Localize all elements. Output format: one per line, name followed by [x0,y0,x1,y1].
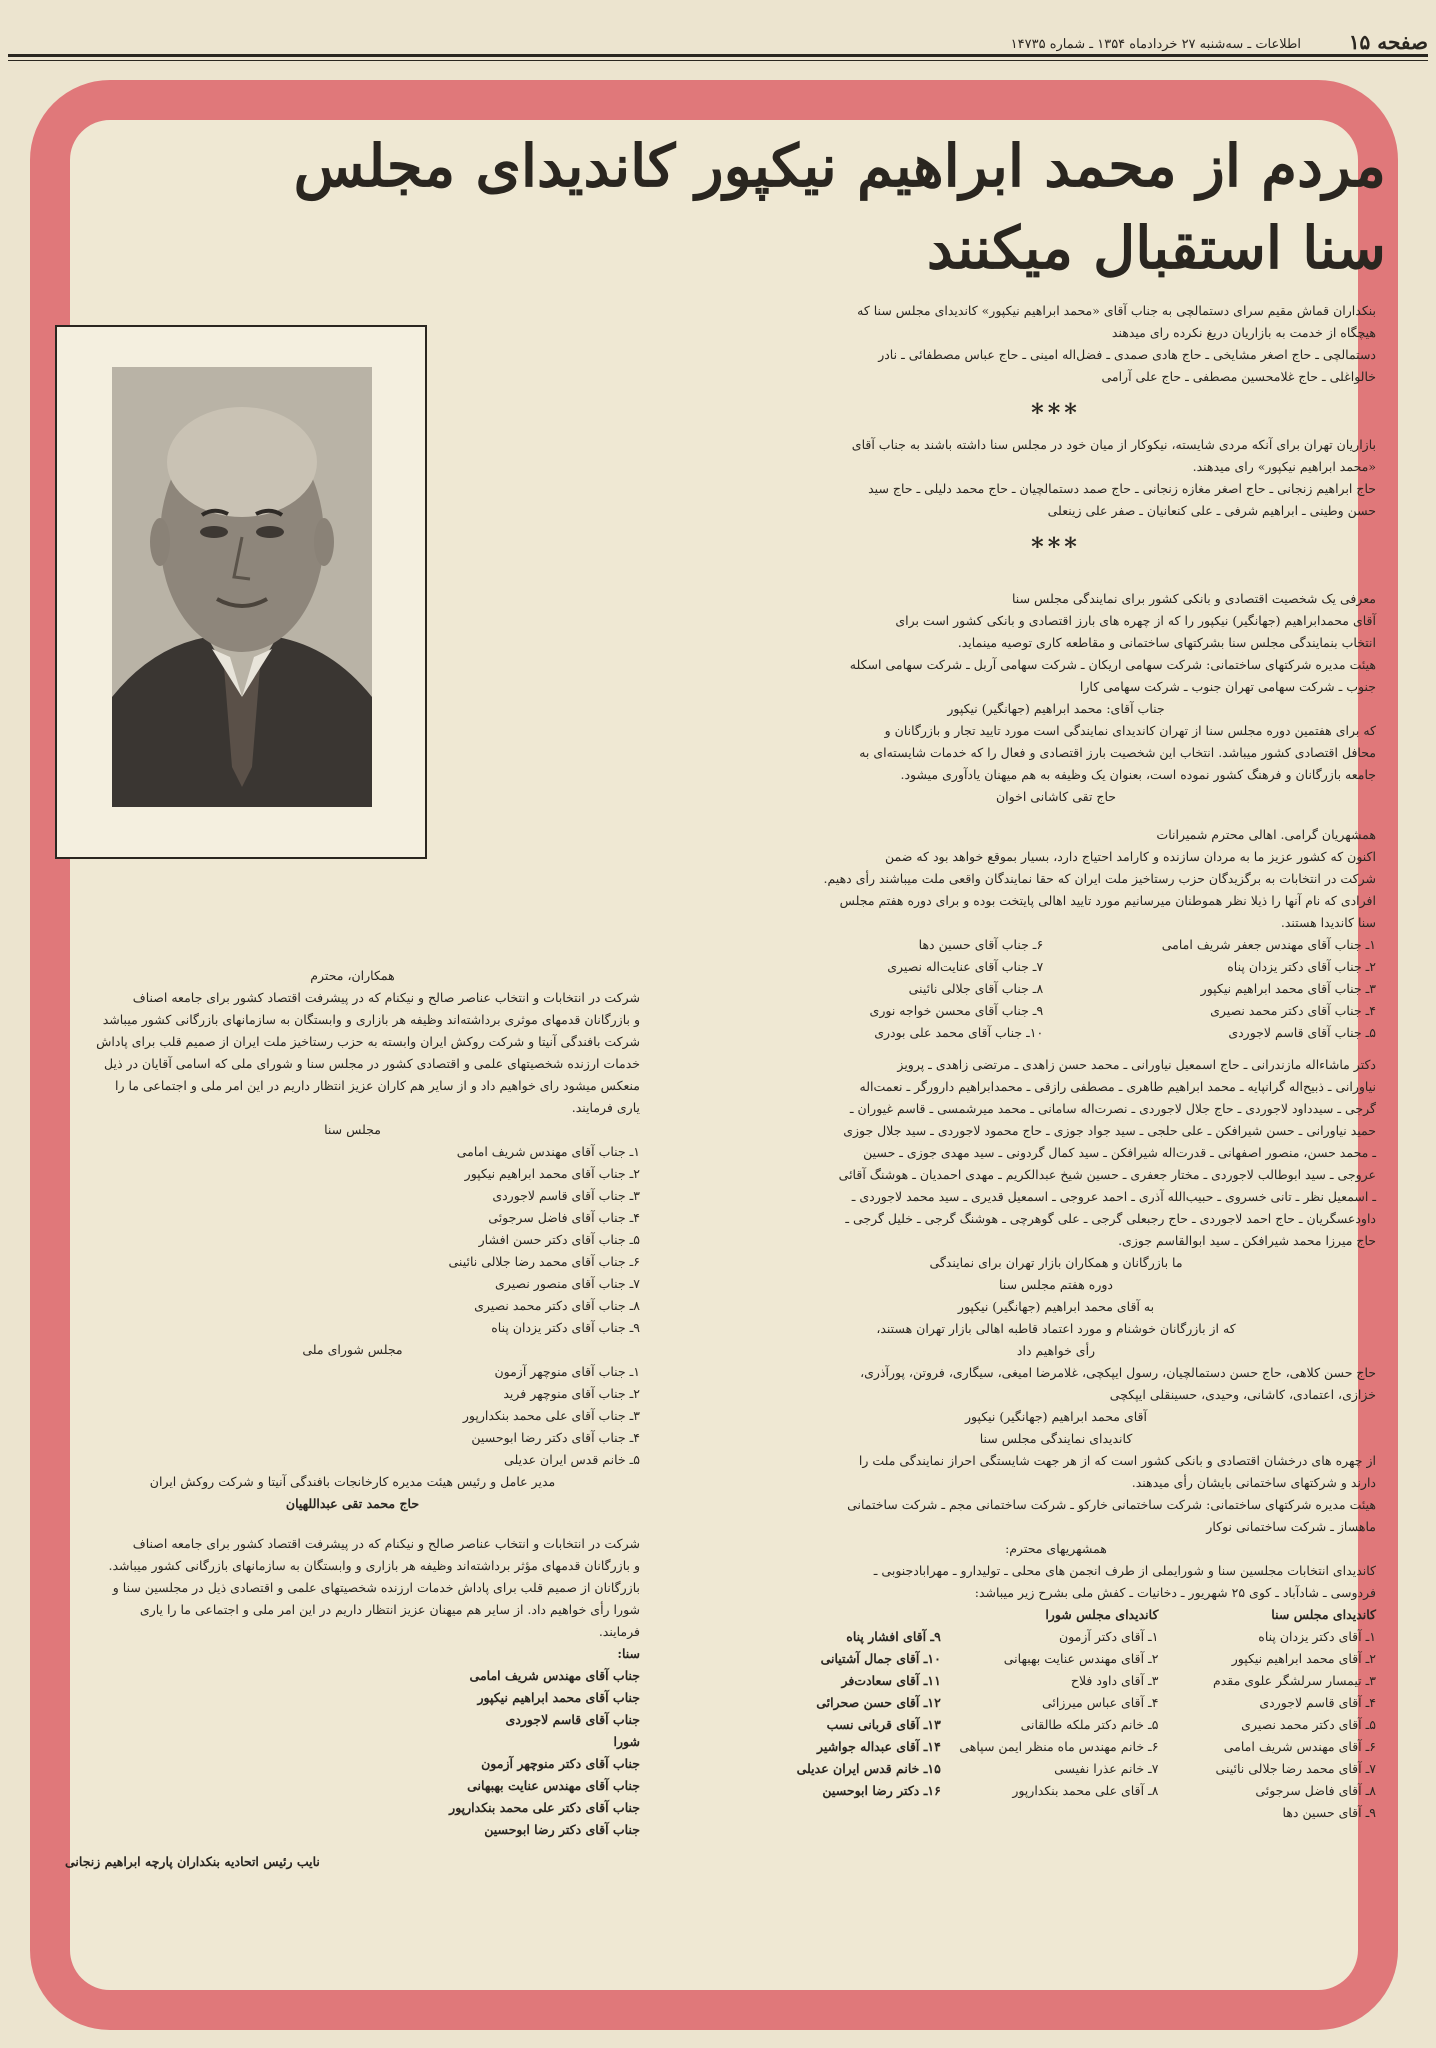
list-item: ۱۴ـ آقای عبداله جواشیر [817,1739,941,1754]
text-line: خالواغلی ـ حاج غلامحسین مصطفی ـ حاج علی آرامی [1101,369,1376,384]
text-line: فردوسی ـ شادآباد ـ کوی ۲۵ شهریور ـ دخانیات ـ کفش ملی بشرح زیر میباشد: [974,1585,1376,1600]
text-line: شرکت در انتخابات به برگزیدگان حزب رستاخیز ملت ایران که حقا نمایندگان واقعی ملت میباشند رأی دهیم. [823,871,1376,886]
list-item: ۲ـ آقای مهندس عنایت بهبهانی [1003,1651,1159,1666]
list-item: ۱ـ جناب آقای منوچهر آزمون [494,1364,640,1379]
separator-stars: *** [1031,398,1081,427]
shora-candidates-b [736,1604,941,1824]
list-item: ۹ـ جناب آقای محسن خواجه نوری [869,1003,1044,1018]
signature-name: نایب رئیس اتحادیه بنکداران پارچه ابراهیم زنجانی [65,1854,320,1869]
left-column [65,965,640,1873]
text-line: به آقای محمد ابراهیم (جهانگیر) نیکپور [957,1299,1155,1314]
text-line: شرکت بافندگی آنیتا و شرکت روکش ایران وابسته به حزب رستاخیز ملت ایران از صمیم قلب برای پاداش [96,1034,640,1049]
separator-stars: *** [1031,532,1081,561]
list-item: ۸ـ جناب آقای دکتر محمد نصیری [474,1298,640,1313]
text-line: معرفی یک شخصیت اقتصادی و بانکی کشور برای نمایندگی مجلس سنا [1011,591,1376,606]
senate2-heading: سنا: [617,1646,640,1661]
list-item: ۳ـ جناب آقای علی محمد بنکدارپور [462,1408,640,1423]
signature-line: مدیر عامل و رئیس هیئت مدیره کارخانجات بافندگی آنیتا و شرکت روکش ایران [149,1474,556,1489]
text-line: منعکس میشود رای خواهیم داد و از سایر هم کاران عزیز انتظار داریم در این امر ملی و اجتماعی ما را [115,1078,640,1093]
text-line: رأی خواهیم داد [1016,1343,1096,1358]
list-item: ۷ـ جناب آقای عنایت‌اله نصیری [887,959,1044,974]
text-line: کاندیدای نمایندگی مجلس سنا [979,1431,1133,1446]
text-line: آقای محمد ابراهیم (جهانگیر) نیکپور [964,1409,1147,1424]
text-line: هیئت مدیره شرکتهای ساختمانی: شرکت سهامی اریکان ـ شرکت سهامی آربل ـ شرکت سهامی اسکله [849,657,1376,672]
list-item: ۶ـ جناب آقای محمد رضا جلالی نائینی [448,1254,640,1269]
shora-candidates-a [954,1604,1159,1824]
candidate-list-left [736,934,1043,1044]
text-line: و بازرگانان قدمهای موثری برداشته‌اند وظیفه هر بازاری و وابستگان به سازمانهای بازرگانی کشور میباشد [102,1012,640,1027]
shora-list [65,1361,640,1471]
header-rule-thin [8,60,1428,61]
list-item: جناب آقای محمد ابراهیم نیکپور [477,1690,640,1705]
list-item: ۲ـ جناب آقای محمد ابراهیم نیکپور [464,1166,640,1181]
text-line: دوره هفتم مجلس سنا [998,1277,1113,1292]
text-line: که از بازرگانان خوشنام و مورد اعتماد قاطبه اهالی بازار تهران هستند، [876,1321,1236,1336]
text-line: و بازرگانان قدمهای مؤثر برداشته‌اند وظیفه هر بازاری و وابستگان به سازمانهای بازرگانی کشور میباشد. [108,1558,640,1573]
shora-list-b [736,1626,941,1802]
list-item: ۶ـ جناب آقای حسین دها [918,937,1044,952]
list-item: ۳ـ جناب آقای محمد ابراهیم نیکپور [1200,981,1376,996]
list-item: ۵ـ خانم قدس ایران عدیلی [504,1452,640,1467]
list-item: ۱۰ـ آقای جمال آشتیانی [820,1651,941,1666]
text-line: خزازی، اعتمادی، کاشانی، وحیدی، حسینقلی ایپکچی [1109,1387,1376,1402]
list-item: ۱۵ـ خانم قدس ایران عدیلی [796,1761,941,1776]
text-line: حاج حسن کلاهی، حاج حسن دستمالچیان، رسول ایپکچی، غلامرضا امیغی، سیگاری، فروتن، پورآذری، [860,1365,1376,1380]
senate-list [1171,1626,1376,1824]
list-item: ۴ـ جناب آقای دکتر محمد نصیری [1210,1003,1376,1018]
list-item: جناب آقای دکتر علی محمد بنکدارپور [449,1800,640,1815]
page-label: صفحه ۱۵ [1348,30,1428,54]
portrait-photo [112,367,372,807]
list-item: ۵ـ جناب آقای قاسم لاجوردی [1228,1025,1376,1040]
text-line: که برای هفتمین دوره مجلس سنا از تهران کاندیدای نمایندگی است مورد تایید تجار و بازرگانان و [884,723,1376,738]
text-line: «محمد ابراهیم نیکپور» رای میدهند. [1192,459,1376,474]
list-item: ۶ـ آقای مهندس شریف امامی [1223,1739,1376,1754]
text-line: عروجی ـ سید ابوطالب لاجوردی ـ مختار جعفری ـ حسین شیخ عبدالکریم ـ مهدی احمدیان ـ هوشنگ آقائی [838,1167,1376,1182]
text-line: اکنون که کشور عزیز ما به مردان سازنده و کارامد احتیاج دارد، بسیار بموقع خواهد بود که ضمن [885,849,1376,864]
headline-line-1: مردم از محمد ابراهیم نیکپور کاندیدای مجلس [293,132,1386,200]
list-item: ۱۳ـ آقای قربانی نسب [826,1717,941,1732]
list-item: ۵ـ جناب آقای دکتر حسن افشار [478,1232,640,1247]
text-line: جنوب ـ شرکت سهامی تهران جنوب ـ شرکت سهامی کارا [1079,679,1376,694]
text-line: محافل اقتصادی کشور میباشد. انتخاب این شخصیت بارز اقتصادی و فعال را که خدمات شایسته‌ای به [859,745,1376,760]
list-item: جناب آقای دکتر رضا ابوحسین [484,1822,640,1837]
list-item: ۱۶ـ دکتر رضا ابوحسین [822,1783,941,1798]
text-line: افرادی که نام آنها را ذیلا نظر هموطنان میرسانیم مورد تایید اهالی پایتخت بوده و برای دوره هفتم مجلس [839,893,1376,908]
list-item: ۹ـ جناب آقای دکتر یزدان پناه [491,1320,640,1335]
text-line: همشهریهای محترم: [1005,1541,1107,1556]
senate-candidates [1171,1604,1376,1824]
greeting: همکاران، محترم [310,968,395,983]
list-item: ۱ـ جناب آقای مهندس شریف امامی [456,1144,640,1159]
list-item: جناب آقای قاسم لاجوردی [505,1712,640,1727]
text-line: سنا کاندیدا هستند. [1280,915,1376,930]
list-item: ۵ـ خانم دکتر ملکه طالقانی [1020,1717,1159,1732]
senate-heading: مجلس سنا [324,1122,381,1137]
candidate-list-block [736,934,1376,1044]
text-line: انتخاب بنمایندگی مجلس سنا بشرکتهای ساختمانی و مقاطعه کاری توصیه مینماید. [957,635,1376,650]
list-item: ۴ـ جناب آقای فاضل سرجوئی [488,1210,640,1225]
district-candidates [736,1604,1376,1824]
text-line: شورا رأی خواهیم داد. از سایر هم میهنان عزیز انتظار داریم در این امر ملی و اجتماعی ما را یاری [139,1602,640,1617]
text-line: شرکت در انتخابات و انتخاب عناصر صالح و نیکنام که در پیشرفت اقتصاد کشور برای جامعه اصناف [132,990,640,1005]
list-item: ۳ـ جناب آقای قاسم لاجوردی [492,1188,640,1203]
text-line: دارند و شرکتهای ساختمانی بایشان رأی میدهند. [1131,1475,1376,1490]
list-item: ۴ـ آقای قاسم لاجوردی [1259,1695,1376,1710]
list-item: ۱۱ـ آقای سعادت‌فر [841,1673,941,1688]
text-line: خدمات ارزنده شخصیتهای علمی و اقتصادی کشور در مجلس سنا و شورای ملی که اسامی آقایان در ذیل [104,1056,640,1071]
senate-list [65,1141,640,1339]
list-item: جناب آقای دکتر منوچهر آزمون [481,1756,640,1771]
text-line: هیئت مدیره شرکتهای ساختمانی: شرکت ساختمانی خارکو ـ شرکت ساختمانی مجم ـ شرکت ساختمانی [847,1497,1376,1512]
list-item: ۸ـ آقای علی محمد بنکدارپور [1012,1783,1159,1798]
list-item: ۷ـ خانم عذرا نفیسی [1054,1761,1159,1776]
text-line: بنکداران قماش مقیم سرای دستمالچی به جناب آقای «محمد ابراهیم نیکپور» کاندیدای مجلس سنا که [857,303,1376,318]
list-item: ۳ـ تیمسار سرلشگر علوی مقدم [1212,1673,1376,1688]
text-line: ـ محمد حسن، منصور اصفهانی ـ قدرت‌اله شیرافکن ـ سید کمال گردونی ـ سید مهدی جوزی ـ حسین [863,1145,1376,1160]
shora2-heading: شورا [613,1734,640,1749]
list-item: ۳ـ آقای داود فلاح [1070,1673,1159,1688]
text-line: از چهره های درخشان اقتصادی و بانکی کشور است که از هر جهت شایستگی احراز نمایندگی ملت را [858,1453,1376,1468]
list-item: ۱ـ جناب آقای مهندس جعفر شریف امامی [1161,937,1376,952]
list-item: ۲ـ جناب آقای دکتر یزدان پناه [1227,959,1376,974]
text-line: همشهریان گرامی. اهالی محترم شمیرانات [1156,827,1376,842]
list-item: ۶ـ خانم مهندس ماه منظر ایمن سپاهی [959,1739,1159,1754]
signature-name: حاج محمد تقی عبداللهیان [285,1496,420,1511]
text-line: هیچگاه از خدمت به بازاریان دریغ نکرده رای میدهند [1111,325,1376,340]
list-item: ۱۲ـ آقای حسن صحرائی [816,1695,941,1710]
shora-heading: مجلس شورای ملی [302,1342,403,1357]
text-line: حاج ابراهیم زنجانی ـ حاج اصغر مغازه زنجانی ـ حاج صمد دستمالچیان ـ حاج محمد دلیلی ـ حاج سید [868,481,1376,496]
text-line: بازرگانان از صمیم قلب برای پاداش خدمات ارزنده شخصیتهای علمی و اقتصادی ذیل در مجلسین سنا و [112,1580,640,1595]
shora-title: کاندیدای مجلس شورا [1045,1607,1159,1622]
signature-line: حاج تقی کاشانی اخوان [996,789,1116,804]
text-line: داودعسگریان ـ حاج احمد لاجوردی ـ حاج رجبعلی گرجی ـ علی گوهرچی ـ هوشنگ گرجی ـ خلیل گرجی ـ [845,1211,1376,1226]
text-line: کاندیدای انتخابات مجلسین سنا و شورایملی از طرف انجمن های محلی ـ تولیدارو ـ مهرابادجنوبی ـ [873,1563,1376,1578]
text-line: یاری فرمایند. [571,1100,640,1115]
text-line: ـ اسمعیل نظر ـ تانی خسروی ـ حبیب‌الله آذری ـ احمد عروجی ـ اسمعیل قدیری ـ سید محمد لاجوردی ـ [851,1189,1376,1204]
list-item: ۸ـ جناب آقای جلالی نائینی [908,981,1044,996]
text-line: نیاورانی ـ ذبیح‌اله گرانپایه ـ محمد ابراهیم طاهری ـ مصطفی رازقی ـ محمدابراهیم دارورگر ـ نعمت‌اله [859,1079,1376,1094]
text-line: دستمالچی ـ حاج اصغر مشایخی ـ حاج هادی صمدی ـ فضل‌اله امینی ـ حاج عباس مصطفائی ـ نادر [878,347,1376,362]
list-item: ۲ـ جناب آقای منوچهر فرید [503,1386,640,1401]
issue-line: اطلاعات ـ سه‌شنبه ۲۷ خردادماه ۱۳۵۴ ـ شماره ۱۴۷۳۵ [1010,37,1301,52]
list-item: ۷ـ جناب آقای منصور نصیری [495,1276,640,1291]
header-rule [8,54,1428,57]
text-line: فرمایند. [598,1624,640,1639]
list-item: ۲ـ آقای محمد ابراهیم نیکپور [1231,1651,1376,1666]
right-column-top [736,300,1376,1824]
senate2-list [65,1665,640,1731]
text-line: حسن وطینی ـ ابراهیم شرفی ـ علی کنعانیان ـ صفر علی زینعلی [1047,503,1376,518]
text-line: حاج میرزا محمد شیرافکن ـ سید ابوالقاسم جوزی. [1118,1233,1376,1248]
headline-line-2: سنا استقبال میکنند [926,214,1386,282]
text-line: جناب آقای: محمد ابراهیم (جهانگیر) نیکپور [947,701,1165,716]
candidate-portrait [55,325,427,859]
list-item: ۴ـ جناب آقای دکتر رضا ابوحسین [471,1430,640,1445]
list-item: ۴ـ آقای عباس میرزائی [1041,1695,1159,1710]
senate-title: کاندیدای مجلس سنا [1271,1607,1376,1622]
list-item: ۸ـ آقای فاضل سرجوئی [1255,1783,1376,1798]
list-item: ۷ـ آقای محمد رضا جلالی نائینی [1215,1761,1376,1776]
text-line: آقای محمدابراهیم (جهانگیر) نیکپور را که از چهره های بارز اقتصادی و بانکی کشور است برای [895,613,1376,628]
text-line: بازاریان تهران برای آنکه مردی شایسته، نیکوکار از میان خود در مجلس سنا داشته باشند به جناب آقای [851,437,1376,452]
text-line: شرکت در انتخابات و انتخاب عناصر صالح و نیکنام که در پیشرفت اقتصاد کشور برای جامعه اصناف [132,1536,640,1551]
text-line: جامعه بازرگانان و فرهنگ کشور نموده است، بعنوان یک وظیفه به هم میهنان یادآوری میشود. [900,767,1376,782]
text-line: دکتر ماشاءاله مازندرانی ـ حاج اسمعیل نیاورانی ـ محمد حسن زاهدی ـ مرتضی زاهدی ـ پرویز [897,1057,1376,1072]
list-item: ۹ـ آقای افشار پناه [846,1629,941,1644]
list-item: ۱ـ آقای دکتر آزمون [1059,1629,1159,1644]
list-item: ۱۰ـ جناب آقای محمد علی بودری [874,1025,1044,1040]
candidate-list-right [1069,934,1376,1044]
list-item: ۹ـ آقای حسین دها [1282,1805,1376,1820]
list-item: جناب آقای مهندس عنایت بهبهانی [467,1778,640,1793]
list-item: جناب آقای مهندس شریف امامی [469,1668,640,1683]
headline [293,125,1386,289]
shora-list-a [954,1626,1159,1802]
text-line: حمید نیاورانی ـ حسن شیرافکن ـ علی حلجی ـ سید جواد جوزی ـ حاج محمود لاجوردی ـ سید جلال جوزی [843,1123,1376,1138]
shora2-list [65,1753,640,1841]
text-line: ماهساز ـ شرکت ساختمانی نوکار [1206,1519,1376,1534]
list-item: ۵ـ آقای دکتر محمد نصیری [1241,1717,1376,1732]
text-line: گرجی ـ سیدداود لاجوردی ـ حاج جلال لاجوردی ـ نصرت‌اله سامانی ـ محمد میرشمسی ـ قاسم غیوران ـ [849,1101,1376,1116]
text-line: ما بازرگانان و همکاران بازار تهران برای نمایندگی [929,1255,1183,1270]
list-item: ۱ـ آقای دکتر یزدان پناه [1258,1629,1376,1644]
